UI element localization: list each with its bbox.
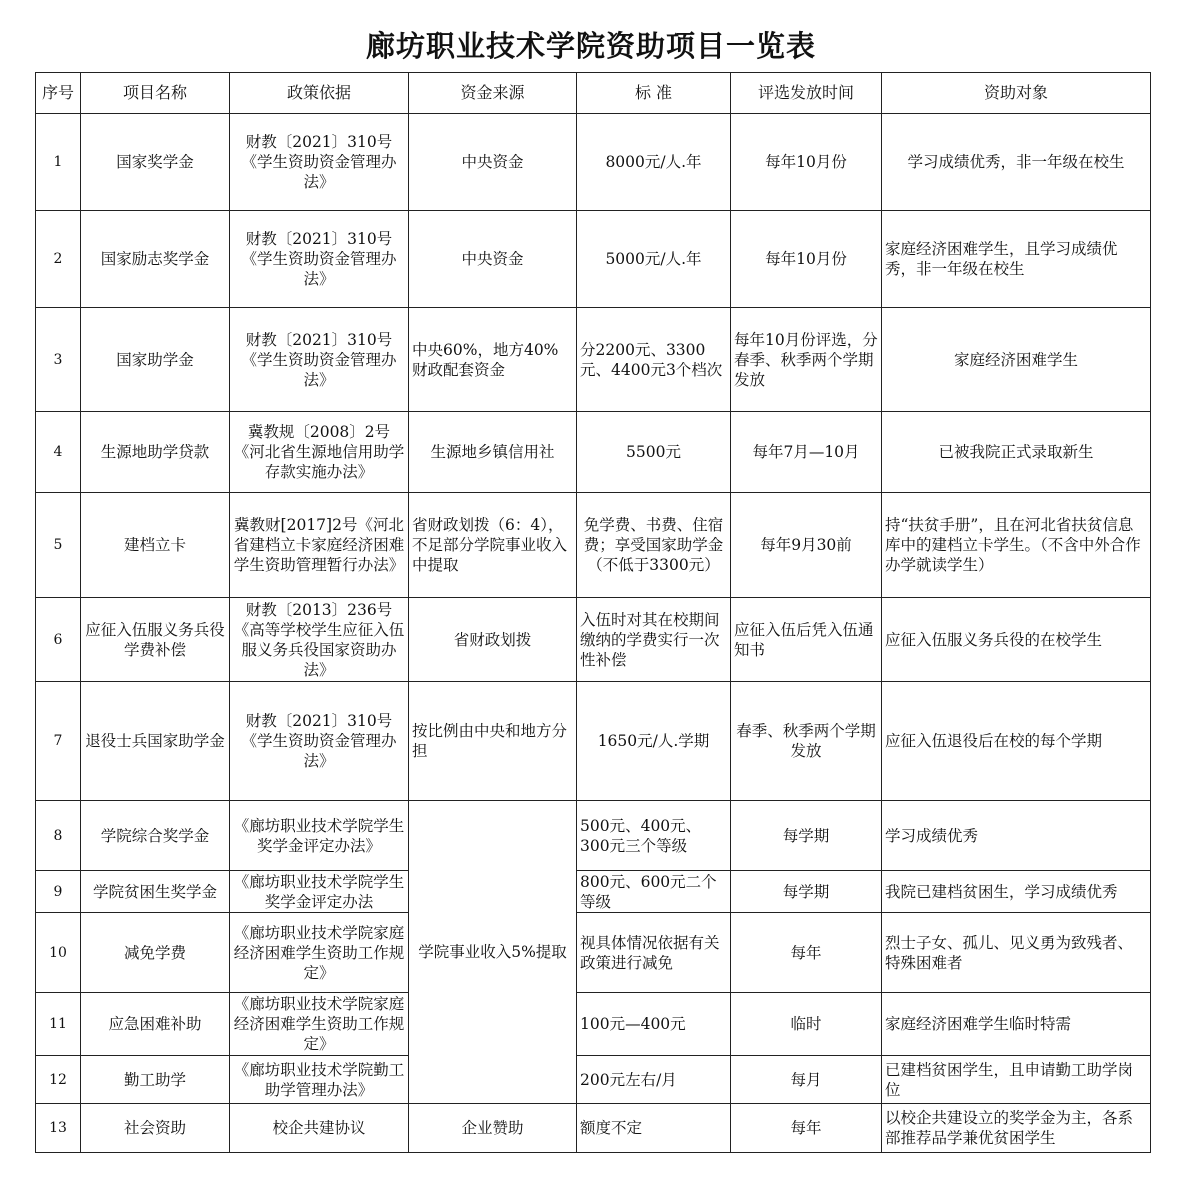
selection-time: 每月 <box>731 1056 882 1104</box>
page-title: 廊坊职业技术学院资助项目一览表 <box>365 29 816 63</box>
row-number: 3 <box>36 308 81 412</box>
target-group: 持“扶贫手册”，且在河北省扶贫信息库中的建档立卡学生。（不含中外合作办学就读学生） <box>882 493 1151 598</box>
standard: 1650元/人.学期 <box>577 682 731 801</box>
header-source: 资金来源 <box>409 73 577 114</box>
table-row <box>36 114 1151 211</box>
table-row <box>36 1056 1151 1104</box>
fund-source: 省财政划拨（6：4），不足部分学院事业收入中提取 <box>409 493 577 598</box>
policy-basis: 财教〔2021〕310号《学生资助资金管理办法》 <box>230 308 409 412</box>
table-row <box>36 801 1151 871</box>
project-name: 减免学费 <box>81 913 230 993</box>
target-group: 应征入伍服义务兵役的在校学生 <box>882 598 1151 682</box>
selection-time: 每年10月份评选，分春季、秋季两个学期发放 <box>731 308 882 412</box>
table-header-row <box>36 73 1151 114</box>
row-number: 6 <box>36 598 81 682</box>
standard: 100元—400元 <box>577 993 731 1056</box>
target-group: 已被我院正式录取新生 <box>882 412 1151 493</box>
fund-source: 中央60%，地方40%财政配套资金 <box>409 308 577 412</box>
selection-time: 每年 <box>731 1104 882 1153</box>
policy-basis: 财教〔2013〕236号《高等学校学生应征入伍服义务兵役国家资助办法》 <box>230 598 409 682</box>
target-group: 学习成绩优秀，非一年级在校生 <box>882 114 1151 211</box>
table-row <box>36 682 1151 801</box>
table-row <box>36 493 1151 598</box>
row-number: 8 <box>36 801 81 871</box>
selection-time: 应征入伍后凭入伍通知书 <box>731 598 882 682</box>
project-name: 应急困难补助 <box>81 993 230 1056</box>
header-policy: 政策依据 <box>230 73 409 114</box>
project-name: 建档立卡 <box>81 493 230 598</box>
selection-time: 春季、秋季两个学期发放 <box>731 682 882 801</box>
fund-source: 学院事业收入5%提取 <box>409 801 577 1104</box>
table-row <box>36 913 1151 993</box>
fund-source: 中央资金 <box>409 114 577 211</box>
target-group: 以校企共建设立的奖学金为主，各系部推荐品学兼优贫困学生 <box>882 1104 1151 1153</box>
policy-basis: 《廊坊职业技术学院家庭经济困难学生资助工作规定》 <box>230 913 409 993</box>
row-number: 2 <box>36 211 81 308</box>
target-group: 应征入伍退役后在校的每个学期 <box>882 682 1151 801</box>
row-number: 13 <box>36 1104 81 1153</box>
header-name: 项目名称 <box>81 73 230 114</box>
target-group: 学习成绩优秀 <box>882 801 1151 871</box>
target-group: 已建档贫困学生，且申请勤工助学岗位 <box>882 1056 1151 1104</box>
project-name: 国家励志奖学金 <box>81 211 230 308</box>
table-row <box>36 308 1151 412</box>
selection-time: 临时 <box>731 993 882 1056</box>
standard: 视具体情况依据有关政策进行减免 <box>577 913 731 993</box>
project-name: 国家奖学金 <box>81 114 230 211</box>
standard: 分2200元、3300元、4400元3个档次 <box>577 308 731 412</box>
standard: 额度不定 <box>577 1104 731 1153</box>
target-group: 我院已建档贫困生，学习成绩优秀 <box>882 871 1151 913</box>
row-number: 9 <box>36 871 81 913</box>
row-number: 12 <box>36 1056 81 1104</box>
project-name: 社会资助 <box>81 1104 230 1153</box>
table-row <box>36 412 1151 493</box>
table-row <box>36 993 1151 1056</box>
row-number: 5 <box>36 493 81 598</box>
policy-basis: 冀教财[2017]2号《河北省建档立卡家庭经济困难学生资助管理暂行办法》 <box>230 493 409 598</box>
standard: 5500元 <box>577 412 731 493</box>
standard: 800元、600元二个等级 <box>577 871 731 913</box>
target-group: 家庭经济困难学生 <box>882 308 1151 412</box>
standard: 免学费、书费、住宿费；享受国家助学金（不低于3300元） <box>577 493 731 598</box>
selection-time: 每学期 <box>731 871 882 913</box>
standard: 500元、400元、300元三个等级 <box>577 801 731 871</box>
selection-time: 每年9月30前 <box>731 493 882 598</box>
target-group: 烈士子女、孤儿、见义勇为致残者、特殊困难者 <box>882 913 1151 993</box>
selection-time: 每年 <box>731 913 882 993</box>
project-name: 学院综合奖学金 <box>81 801 230 871</box>
policy-basis: 财教〔2021〕310号《学生资助资金管理办法》 <box>230 682 409 801</box>
project-name: 退役士兵国家助学金 <box>81 682 230 801</box>
target-group: 家庭经济困难学生，且学习成绩优秀，非一年级在校生 <box>882 211 1151 308</box>
standard: 5000元/人.年 <box>577 211 731 308</box>
policy-basis: 财教〔2021〕310号《学生资助资金管理办法》 <box>230 211 409 308</box>
project-name: 勤工助学 <box>81 1056 230 1104</box>
selection-time: 每学期 <box>731 801 882 871</box>
standard: 8000元/人.年 <box>577 114 731 211</box>
fund-source: 省财政划拨 <box>409 598 577 682</box>
policy-basis: 《廊坊职业技术学院勤工助学管理办法》 <box>230 1056 409 1104</box>
row-number: 11 <box>36 993 81 1056</box>
table-row <box>36 598 1151 682</box>
selection-time: 每年10月份 <box>731 211 882 308</box>
selection-time: 每年10月份 <box>731 114 882 211</box>
selection-time: 每年7月—10月 <box>731 412 882 493</box>
project-name: 应征入伍服义务兵役学费补偿 <box>81 598 230 682</box>
policy-basis: 《廊坊职业技术学院学生奖学金评定办法》 <box>230 801 409 871</box>
subsidy-table <box>35 72 1151 1153</box>
fund-source: 企业赞助 <box>409 1104 577 1153</box>
header-time: 评选发放时间 <box>731 73 882 114</box>
fund-source: 中央资金 <box>409 211 577 308</box>
policy-basis: 校企共建协议 <box>230 1104 409 1153</box>
project-name: 生源地助学贷款 <box>81 412 230 493</box>
policy-basis: 《廊坊职业技术学院学生奖学金评定办法 <box>230 871 409 913</box>
project-name: 学院贫困生奖学金 <box>81 871 230 913</box>
policy-basis: 财教〔2021〕310号《学生资助资金管理办法》 <box>230 114 409 211</box>
project-name: 国家助学金 <box>81 308 230 412</box>
fund-source: 按比例由中央和地方分担 <box>409 682 577 801</box>
target-group: 家庭经济困难学生临时特需 <box>882 993 1151 1056</box>
header-target: 资助对象 <box>882 73 1151 114</box>
row-number: 10 <box>36 913 81 993</box>
header-no: 序号 <box>36 73 81 114</box>
row-number: 7 <box>36 682 81 801</box>
row-number: 1 <box>36 114 81 211</box>
row-number: 4 <box>36 412 81 493</box>
standard: 200元左右/月 <box>577 1056 731 1104</box>
header-standard: 标 准 <box>577 73 731 114</box>
table-row <box>36 1104 1151 1153</box>
policy-basis: 冀教规〔2008〕2号《河北省生源地信用助学存款实施办法》 <box>230 412 409 493</box>
policy-basis: 《廊坊职业技术学院家庭经济困难学生资助工作规定》 <box>230 993 409 1056</box>
table-row <box>36 211 1151 308</box>
table-row <box>36 871 1151 913</box>
fund-source: 生源地乡镇信用社 <box>409 412 577 493</box>
standard: 入伍时对其在校期间缴纳的学费实行一次性补偿 <box>577 598 731 682</box>
